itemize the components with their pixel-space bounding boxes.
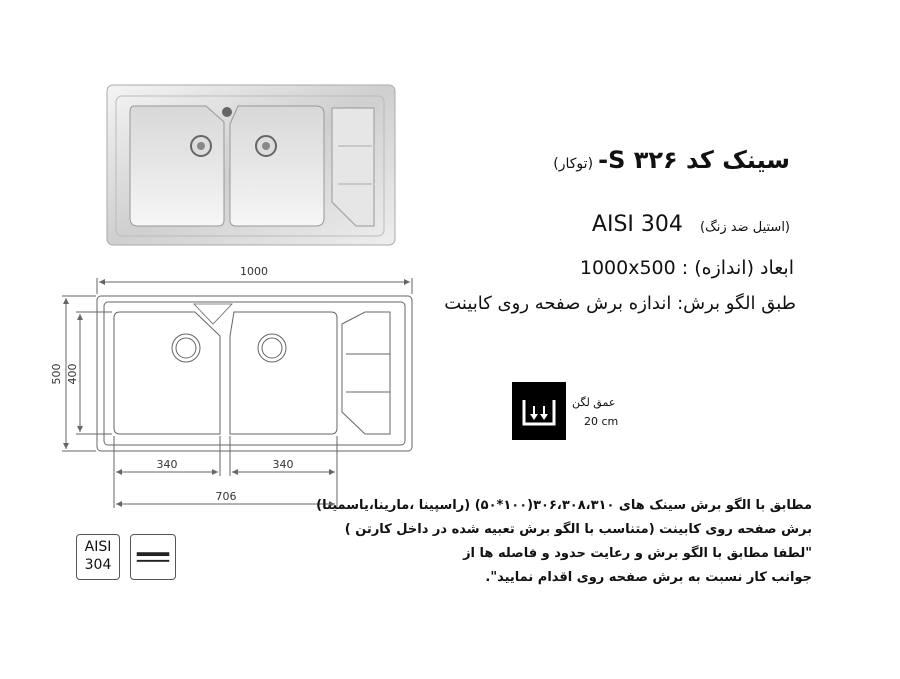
product-title-row — [539, 146, 790, 174]
note-line-4: جوانب کار نسبت به برش صفحه روی اقدام نمایید". — [485, 570, 812, 585]
width-dimension-label: 1000 — [240, 265, 268, 278]
note-line-3: "لطفا مطابق با الگو برش و رعایت حدود و فاصله ها از — [463, 546, 812, 561]
steel-thickness-icon — [130, 534, 176, 580]
bowl-2-width-label: 340 — [272, 458, 294, 471]
material-grade: AISI 304 — [591, 212, 683, 237]
product-title: سینک کد S ۳۲۶- — [598, 146, 790, 174]
dimensions-line: 1000x500 : ابعاد (اندازه) — [579, 257, 794, 279]
aisi-badge-line-2: 304 — [84, 557, 112, 573]
cut-pattern-line: طبق الگو برش: اندازه برش صفحه روی کابینت — [444, 293, 796, 314]
material-row — [592, 212, 790, 237]
height-outer-dimension-label: 500 — [50, 363, 63, 385]
depth-value: 20 cm — [584, 415, 619, 428]
note-line-1: مطابق با الگو برش سینک های ۳۰۶،۳۰۸،۳۱۰(۱۰۰*۵۰) (راسپینا ،مارینا،یاسمینا) — [316, 498, 812, 513]
material-label: (استیل ضد زنگ) — [700, 220, 790, 235]
tap-hole — [222, 107, 232, 117]
sink-depth-icon — [512, 382, 566, 440]
sink-product-photo — [106, 84, 396, 246]
bowl-1-width-label: 340 — [156, 458, 178, 471]
sink-technical-drawing — [52, 262, 422, 522]
product-subtitle: (توکار) — [553, 156, 594, 172]
depth-label: عمق لگن — [572, 396, 616, 409]
aisi-badge-line-1: AISI — [84, 539, 112, 555]
aisi-badge — [76, 534, 120, 580]
bowls-total-width-label: 706 — [215, 490, 237, 503]
height-inner-dimension-label: 400 — [66, 363, 79, 385]
note-line-2: برش صفحه روی کابینت (متناسب با الگو برش تعبیه شده در داخل کارتن ) — [344, 522, 812, 537]
